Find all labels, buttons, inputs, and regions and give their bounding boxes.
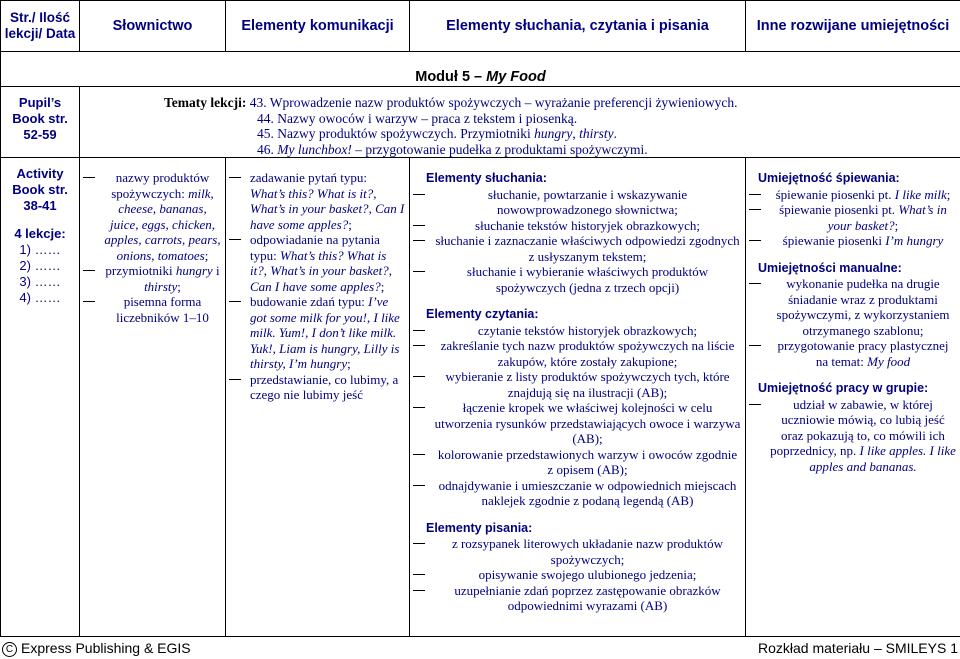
- topics-label: Tematy lekcji:: [164, 95, 247, 110]
- singing-item: śpiewanie piosenki pt. I like milk;: [746, 187, 956, 203]
- group-title: Umiejętność pracy w grupie:: [758, 381, 929, 395]
- comm-item-likes: przedstawianie, co lubimy, a czego nie lubimy jeść: [226, 372, 405, 403]
- dash-bullet-icon: [749, 209, 761, 210]
- singing-item: śpiewanie piosenki I’m hungry: [746, 233, 956, 249]
- topics-row: [1, 87, 960, 158]
- manual-item: wykonanie pudełka na drugie śniadanie wraz z produktami spożywczymi, z wykorzystaniem otrzymanego szablonu;: [746, 276, 956, 338]
- topic-line-1: 43. Wprowadzenie nazw produktów spożywczych – wyrażanie preferencji żywieniowych.: [249, 95, 738, 110]
- writing-list: [410, 536, 741, 614]
- group-item: udział w zabawie, w której uczniowie mówią, co lubią jeść oraz pokazują to, co mówili ich poprzednicy, np. I like apples. I like apples and bananas.: [746, 397, 956, 475]
- writing-item: z rozsypanek literowych układanie nazw produktów spożywczych;: [410, 536, 741, 567]
- footer: [0, 638, 960, 659]
- module-title-text: Moduł 5 – My Food: [415, 69, 546, 85]
- activity-book-cell: [1, 158, 80, 637]
- dash-bullet-icon: [749, 194, 761, 195]
- header-vocabulary: Słownictwo: [80, 1, 226, 52]
- footer-right: Rozkład materiału – SMILEYS 1: [758, 640, 958, 656]
- vocab-item-food: nazwy produktów spożywczych: milk, cheese, bananas, juice, eggs, chicken, apples, carrots, pears, onions, tomatoes;: [80, 170, 221, 263]
- reading-title: Elementy czytania:: [426, 307, 539, 321]
- dash-bullet-icon: [229, 379, 241, 380]
- manual-title: Umiejętności manualne:: [758, 260, 902, 275]
- comm-item-answering: odpowiadanie na pytania typu: What’s this? What is it?, What’s in your basket?, Can I have some apples?;: [226, 232, 405, 294]
- dash-bullet-icon: [229, 301, 241, 302]
- manual-list: [746, 276, 956, 369]
- listening-item: słuchanie tekstów historyjek obrazkowych;: [410, 218, 741, 234]
- dash-bullet-icon: [413, 590, 425, 591]
- header-communication: Elementy komunikacji: [226, 1, 410, 52]
- dash-bullet-icon: [413, 543, 425, 544]
- dash-bullet-icon: [413, 271, 425, 272]
- header-row: [1, 1, 960, 52]
- group-list: [746, 397, 956, 475]
- dash-bullet-icon: [83, 177, 95, 178]
- footer-publisher: Express Publishing & EGIS: [21, 640, 191, 656]
- topic-line-4: 46. My lunchbox! – przygotowanie pudełka z produktami spożywczymi.: [257, 141, 648, 157]
- writing-title: Elementy pisania:: [426, 520, 533, 535]
- module-row: [1, 52, 960, 87]
- dash-bullet-icon: [413, 574, 425, 575]
- vocab-item-adjectives: przymiotniki hungry i thirsty;: [80, 263, 221, 294]
- listening-item: słuchanie i zaznaczanie właściwych odpowiedzi zgodnych z usłyszanym tekstem;: [410, 233, 741, 264]
- dash-bullet-icon: [413, 376, 425, 377]
- skills-cell: [410, 158, 746, 637]
- lesson-slot-2: 2) ……: [19, 258, 61, 273]
- dash-bullet-icon: [413, 345, 425, 346]
- singing-list: [746, 187, 956, 249]
- dash-bullet-icon: [413, 485, 425, 486]
- writing-item: opisywanie swojego ulubionego jedzenia;: [410, 567, 741, 583]
- dash-bullet-icon: [749, 404, 761, 405]
- dash-bullet-icon: [413, 330, 425, 331]
- dash-bullet-icon: [749, 345, 761, 346]
- dash-bullet-icon: [229, 239, 241, 240]
- listening-list: [410, 187, 741, 296]
- reading-item: wybieranie z listy produktów spożywczych tych, które znajdują się na ilustracji (AB);: [410, 369, 741, 400]
- lessons-label: 4 lekcje:: [14, 226, 66, 241]
- reading-item: kolorowanie przedstawionych warzyw i owoców zgodnie z opisem (AB);: [410, 447, 741, 478]
- vocabulary-cell: [80, 158, 226, 637]
- dash-bullet-icon: [413, 240, 425, 241]
- comm-item-asking: zadawanie pytań typu: What’s this? What is it?, What’s in your basket?, Can I have some apples?;: [226, 170, 405, 232]
- reading-item: łączenie kropek we właściwej kolejności w celu utworzenia rysunków przedstawiających owoce i warzywa (AB);: [410, 400, 741, 447]
- other-skills-cell: [746, 158, 960, 637]
- listening-item: słuchanie, powtarzanie i wskazywanie nowowprowadzonego słownictwa;: [410, 187, 741, 218]
- manual-item: przygotowanie pracy plastycznej na temat: My food: [746, 338, 956, 369]
- pupils-book-cell: Pupil’s Book str. 52-59: [1, 87, 80, 158]
- topic-line-3: 45. Nazwy produktów spożywczych. Przymiotniki hungry, thirsty.: [257, 126, 617, 141]
- lesson-slot-1: 1) ……: [19, 242, 61, 257]
- comm-item-sentences: budowanie zdań typu: I’ve got some milk for you!, I like milk. Yum!, I don’t like milk. Yuk!, Liam is hungry, Lilly is thirsty, I’m hungry;: [226, 294, 405, 372]
- singing-title: Umiejętność śpiewania:: [758, 171, 900, 185]
- dash-bullet-icon: [413, 407, 425, 408]
- vocab-item-numbers: pisemna forma liczebników 1–10: [80, 294, 221, 325]
- reading-item: odnajdywanie i umieszczanie w odpowiednich miejscach naklejek zgodnie z podaną legendą (AB): [410, 478, 741, 509]
- communication-list: [226, 170, 405, 403]
- content-row: [1, 158, 960, 637]
- dash-bullet-icon: [83, 270, 95, 271]
- topics-cell: [80, 87, 960, 158]
- lesson-slot-3: 3) ……: [19, 274, 61, 289]
- header-page-lessons-date: Str./ Ilość lekcji/ Data: [1, 1, 80, 52]
- header-skills: Elementy słuchania, czytania i pisania: [410, 1, 746, 52]
- dash-bullet-icon: [83, 301, 95, 302]
- dash-bullet-icon: [413, 194, 425, 195]
- reading-list: [410, 323, 741, 509]
- module-title: [1, 52, 960, 87]
- dash-bullet-icon: [749, 240, 761, 241]
- vocabulary-list: [80, 170, 221, 325]
- lesson-slot-4: 4) ……: [19, 290, 61, 305]
- copyright-icon: C: [2, 642, 17, 657]
- dash-bullet-icon: [413, 454, 425, 455]
- listening-title: Elementy słuchania:: [426, 171, 547, 185]
- header-other-skills: Inne rozwijane umiejętności: [746, 1, 960, 52]
- communication-cell: [226, 158, 410, 637]
- reading-item: czytanie tekstów historyjek obrazkowych;: [410, 323, 741, 339]
- dash-bullet-icon: [749, 283, 761, 284]
- activity-book-label: Activity Book str. 38-41: [12, 166, 68, 213]
- topic-line-2: 44. Nazwy owoców i warzyw – praca z tekstem i piosenką.: [257, 110, 578, 126]
- dash-bullet-icon: [229, 177, 241, 178]
- footer-left: [2, 638, 191, 659]
- dash-bullet-icon: [413, 225, 425, 226]
- singing-item: śpiewanie piosenki pt. What’s in your basket?;: [746, 202, 956, 233]
- writing-item: uzupełnianie zdań poprzez zastępowanie obrazków odpowiednimi wyrazami (AB): [410, 583, 741, 614]
- listening-item: słuchanie i wybieranie właściwych produktów spożywczych (jedna z trzech opcji): [410, 264, 741, 295]
- reading-item: zakreślanie tych nazw produktów spożywczych na liście zakupów, które zostały zakupione;: [410, 338, 741, 369]
